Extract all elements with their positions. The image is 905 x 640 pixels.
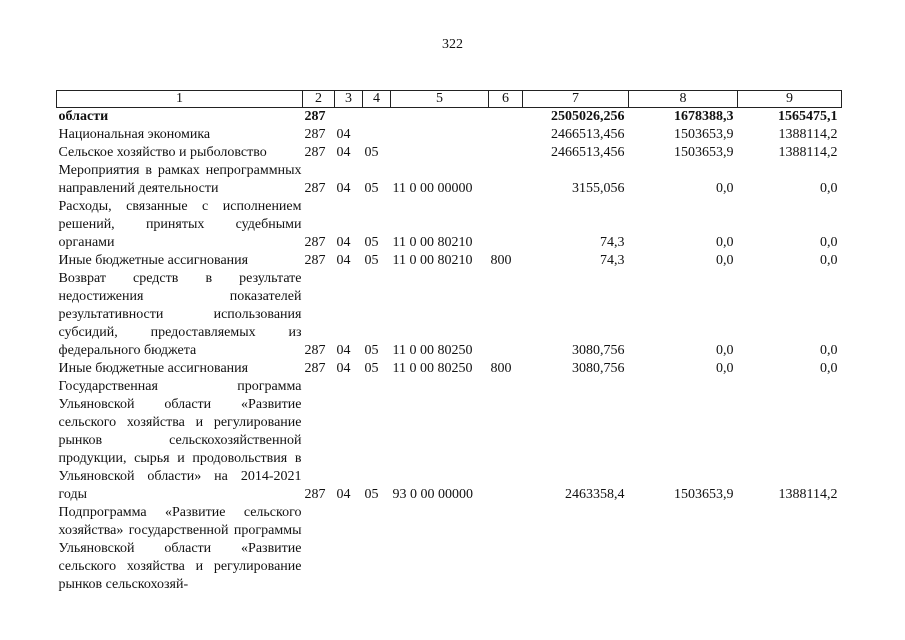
row-description: области xyxy=(58,109,109,124)
header-col-9: 9 xyxy=(738,91,842,108)
row-description: Расходы, связанные с исполнением решений, принятых судебными органами xyxy=(58,199,302,250)
table-row xyxy=(57,108,842,127)
row-section-code xyxy=(335,108,363,127)
header-col-1: 1 xyxy=(57,91,303,108)
row-target-article xyxy=(391,108,489,127)
row-admin-code xyxy=(303,504,335,594)
row-amount-col8: 0,0 xyxy=(716,181,734,196)
header-col-5: 5 xyxy=(391,91,489,108)
row-description: Сельское хозяйство и рыболовство xyxy=(58,145,267,160)
header-col-7: 7 xyxy=(523,91,629,108)
row-expense-type xyxy=(489,198,523,252)
row-subsection-code xyxy=(363,108,391,127)
table-row xyxy=(57,198,842,252)
row-amount-col8: 1503653,9 xyxy=(674,487,734,502)
row-amount-col7: 2505026,256 xyxy=(551,109,625,124)
row-amount-col9: 0,0 xyxy=(820,235,838,250)
row-description: Мероприятия в рамках непрограммных направлений деятельности xyxy=(58,163,302,196)
row-amount-col7: 3080,756 xyxy=(572,361,625,376)
row-admin-code: 287 xyxy=(304,253,326,268)
row-target-article: 11 0 00 80210 xyxy=(392,253,473,268)
row-amount-col9: 0,0 xyxy=(820,361,838,376)
budget-table-container xyxy=(56,90,841,594)
row-amount-col7: 74,3 xyxy=(600,235,625,250)
row-target-article xyxy=(391,504,489,594)
row-section-code: 04 xyxy=(336,361,351,376)
row-subsection-code: 05 xyxy=(364,253,379,268)
table-row xyxy=(57,126,842,144)
row-amount-col9: 1388114,2 xyxy=(778,127,838,142)
row-admin-code: 287 xyxy=(304,235,326,250)
row-amount-col8: 1503653,9 xyxy=(674,145,734,160)
row-expense-type xyxy=(489,504,523,594)
table-row xyxy=(57,252,842,270)
row-description: Государственная программа Ульяновской области «Развитие сельского хозяйства и регулирование рынков сельскохозяйственной продукции, сырья и продовольствия в Ульяновской области» на 2014-2021 годы xyxy=(58,379,302,502)
row-description: Иные бюджетные ассигнования xyxy=(58,253,249,268)
row-amount-col8: 0,0 xyxy=(716,361,734,376)
row-amount-col7: 2463358,4 xyxy=(565,487,625,502)
row-section-code: 04 xyxy=(336,145,351,160)
row-admin-code: 287 xyxy=(304,361,326,376)
row-amount-col9: 0,0 xyxy=(820,343,838,358)
row-amount-col8 xyxy=(629,504,738,594)
row-target-article: 11 0 00 80250 xyxy=(392,343,473,358)
row-target-article: 11 0 00 00000 xyxy=(392,181,473,196)
row-target-article xyxy=(391,126,489,144)
row-amount-col8: 0,0 xyxy=(716,253,734,268)
table-row xyxy=(57,270,842,360)
row-description: Национальная экономика xyxy=(58,127,211,142)
row-subsection-code: 05 xyxy=(364,361,379,376)
row-expense-type xyxy=(489,108,523,127)
row-amount-col9 xyxy=(738,504,842,594)
budget-table xyxy=(56,90,842,594)
row-amount-col8: 0,0 xyxy=(716,343,734,358)
table-row xyxy=(57,162,842,198)
row-expense-type xyxy=(489,144,523,162)
row-target-article: 11 0 00 80250 xyxy=(392,361,473,376)
row-admin-code: 287 xyxy=(304,109,326,124)
row-subsection-code: 05 xyxy=(364,487,379,502)
row-expense-type xyxy=(489,126,523,144)
row-subsection-code: 05 xyxy=(364,181,379,196)
row-target-article: 93 0 00 00000 xyxy=(392,487,473,502)
header-col-8: 8 xyxy=(629,91,738,108)
row-expense-type: 800 xyxy=(490,253,512,268)
row-target-article xyxy=(391,144,489,162)
row-amount-col7: 3155,056 xyxy=(572,181,625,196)
row-target-article: 11 0 00 80210 xyxy=(392,235,473,250)
header-col-4: 4 xyxy=(363,91,391,108)
row-amount-col9: 1565475,1 xyxy=(778,109,838,124)
row-amount-col9: 1388114,2 xyxy=(778,487,838,502)
row-section-code: 04 xyxy=(336,235,351,250)
row-amount-col8: 1678388,3 xyxy=(674,109,734,124)
row-amount-col7: 74,3 xyxy=(600,253,625,268)
row-amount-col7: 2466513,456 xyxy=(551,145,625,160)
row-subsection-code: 05 xyxy=(364,343,379,358)
row-subsection-code xyxy=(363,504,391,594)
table-row xyxy=(57,504,842,594)
table-row xyxy=(57,378,842,504)
row-admin-code: 287 xyxy=(304,127,326,142)
header-col-6: 6 xyxy=(489,91,523,108)
row-amount-col8: 1503653,9 xyxy=(674,127,734,142)
row-section-code: 04 xyxy=(336,253,351,268)
row-subsection-code xyxy=(363,126,391,144)
row-amount-col9: 0,0 xyxy=(820,253,838,268)
row-amount-col9: 0,0 xyxy=(820,181,838,196)
header-col-3: 3 xyxy=(335,91,363,108)
header-col-2: 2 xyxy=(303,91,335,108)
row-admin-code: 287 xyxy=(304,181,326,196)
row-amount-col7: 3080,756 xyxy=(572,343,625,358)
row-amount-col8: 0,0 xyxy=(716,235,734,250)
table-body xyxy=(57,108,842,595)
row-amount-col7 xyxy=(523,504,629,594)
row-description: Возврат средств в результате недостижения показателей результативности использования субсидий, предоставляемых из федерального бюджета xyxy=(58,271,302,358)
row-section-code: 04 xyxy=(336,127,351,142)
row-expense-type xyxy=(489,162,523,198)
row-section-code xyxy=(335,504,363,594)
table-row xyxy=(57,144,842,162)
page-number: 322 xyxy=(442,37,463,52)
table-row xyxy=(57,360,842,378)
row-section-code: 04 xyxy=(336,343,351,358)
row-subsection-code: 05 xyxy=(364,235,379,250)
row-description: Подпрограмма «Развитие сельского хозяйства» государственной программы Ульяновской области «Развитие сельского хозяйства и регулирование рынков сельскохозяй- xyxy=(58,505,302,592)
row-admin-code: 287 xyxy=(304,343,326,358)
row-amount-col9: 1388114,2 xyxy=(778,145,838,160)
row-subsection-code: 05 xyxy=(364,145,379,160)
row-section-code: 04 xyxy=(336,181,351,196)
row-expense-type xyxy=(489,270,523,360)
row-amount-col7: 2466513,456 xyxy=(551,127,625,142)
row-section-code: 04 xyxy=(336,487,351,502)
row-admin-code: 287 xyxy=(304,487,326,502)
row-expense-type xyxy=(489,378,523,504)
row-expense-type: 800 xyxy=(490,361,512,376)
row-description: Иные бюджетные ассигнования xyxy=(58,361,249,376)
row-admin-code: 287 xyxy=(304,145,326,160)
header-row xyxy=(57,91,842,108)
